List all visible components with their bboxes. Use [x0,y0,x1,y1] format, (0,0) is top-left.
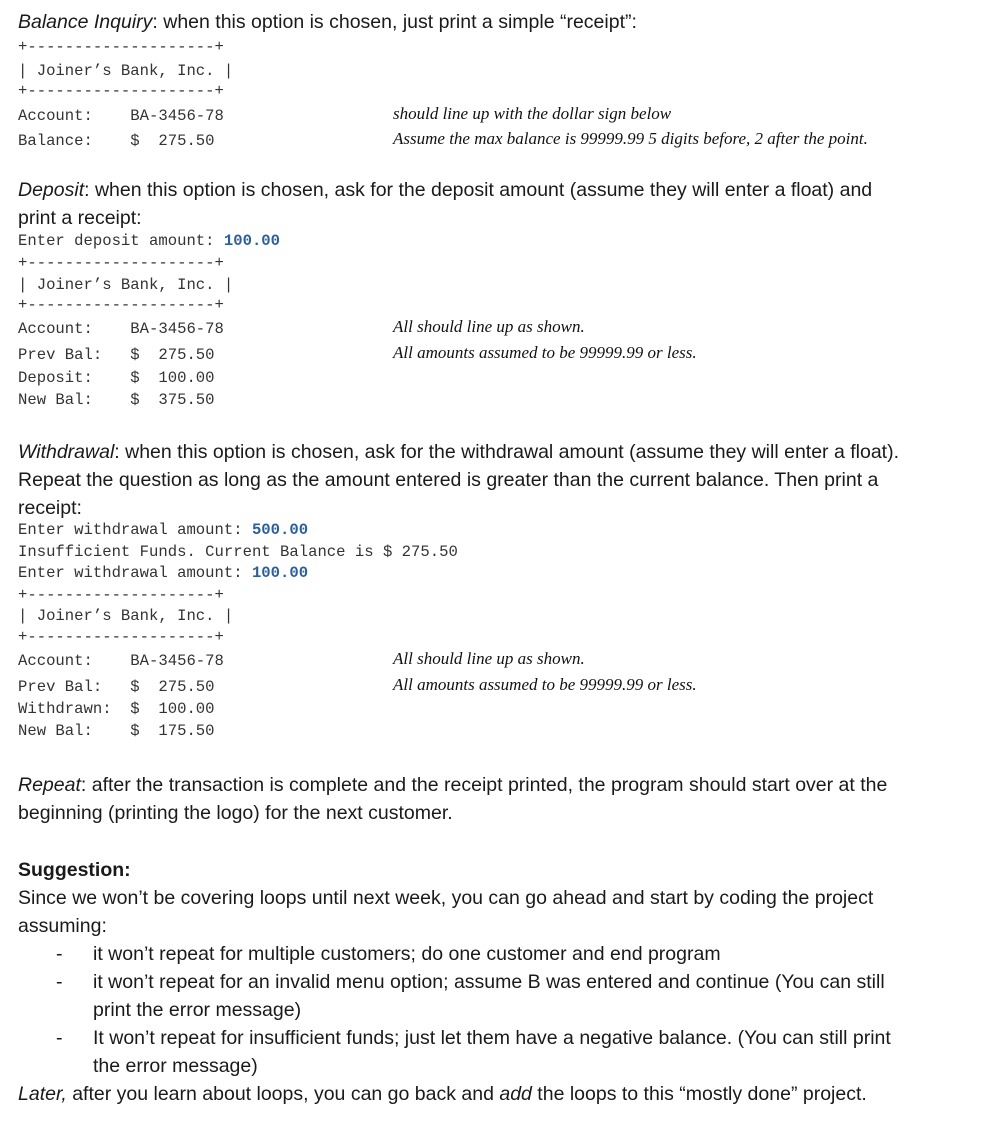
repeat-title: Repeat [18,774,81,796]
bullet-dash: - [56,1027,63,1049]
deposit-desc-2: print a receipt: [18,207,142,229]
withdrawal-input-2: 100.00 [251,564,309,582]
withdrawal-row-withdrawn: Withdrawn: $ 100.00 [18,700,215,718]
withdrawal-desc-3: receipt: [18,497,82,519]
balance-note-2: Assume the max balance is 99999.99 5 digits before, 2 after the point. [393,129,868,148]
balance-title: Balance Inquiry [18,11,153,33]
deposit-input-value: 100.00 [223,232,281,250]
balance-heading [18,8,637,36]
deposit-note-2: All amounts assumed to be 99999.99 or less. [393,343,697,362]
withdrawal-note-2: All amounts assumed to be 99999.99 or less. [393,675,697,694]
balance-note-1: should line up with the dollar sign below [393,104,672,123]
withdrawal-title: Withdrawal [18,441,115,463]
bullet-dash: - [56,943,63,965]
withdrawal-logo-name: | Joiner’s Bank, Inc. | [18,607,234,625]
repeat-desc-2: beginning (printing the logo) for the next customer. [18,802,453,824]
bullet-dash: - [56,971,63,993]
bullet-2-line-2: print the error message) [93,999,302,1021]
balance-logo-name: | Joiner’s Bank, Inc. | [18,62,234,80]
balance-logo-bottom: +--------------------+ [18,82,224,100]
balance-row-balance: Balance: $ 275.50 [18,132,215,150]
deposit-row-account: Account: BA-3456-78 [18,320,224,338]
withdrawal-prompt-2: Enter withdrawal amount: 100.00 [18,564,309,582]
deposit-prompt: Enter deposit amount: 100.00 [18,232,281,250]
withdrawal-logo-bottom: +--------------------+ [18,628,224,646]
withdrawal-heading: Withdrawal: when this option is chosen, ask for the withdrawal amount (assume they will enter a float). [18,441,899,463]
closing-sentence: Later, after you learn about loops, you can go back and add the loops to this “mostly done” project. [18,1083,867,1105]
withdrawal-logo-top: +--------------------+ [18,586,224,604]
deposit-row-deposit: Deposit: $ 100.00 [18,369,215,387]
withdrawal-note-1: All should line up as shown. [393,649,585,668]
bullet-2-line-1: it won’t repeat for an invalid menu option; assume B was entered and continue (You can still [93,971,885,993]
deposit-note-1: All should line up as shown. [393,317,585,336]
withdrawal-row-new: New Bal: $ 175.50 [18,722,215,740]
deposit-heading: Deposit: when this option is chosen, ask for the deposit amount (assume they will enter a float) and [18,179,873,201]
deposit-row-prev: Prev Bal: $ 275.50 [18,346,215,364]
withdrawal-row-prev: Prev Bal: $ 275.50 [18,678,215,696]
repeat-heading: Repeat: after the transaction is complete and the receipt printed, the program should start over at the [18,774,888,796]
deposit-logo-bottom: +--------------------+ [18,296,224,314]
balance-logo-top: +--------------------+ [18,38,224,56]
withdrawal-input-1: 500.00 [251,521,309,539]
bullet-3-line-2: the error message) [93,1055,258,1077]
deposit-title: Deposit [18,179,85,201]
balance-row-account: Account: BA-3456-78 [18,107,224,125]
bullet-1: it won’t repeat for multiple customers; do one customer and end program [93,943,721,965]
deposit-row-new: New Bal: $ 375.50 [18,391,215,409]
withdrawal-prompt-1: Enter withdrawal amount: 500.00 [18,521,309,539]
withdrawal-error: Insufficient Funds. Current Balance is $ 275.50 [18,543,458,561]
deposit-logo-top: +--------------------+ [18,254,224,272]
balance-desc: : when this option is chosen, just print a simple “receipt”: [152,11,637,33]
withdrawal-desc-2: Repeat the question as long as the amount entered is greater than the current balance. Then print a [18,469,879,491]
deposit-logo-name: | Joiner’s Bank, Inc. | [18,276,234,294]
suggestion-title: Suggestion: [18,859,131,881]
suggestion-intro-2: assuming: [18,915,107,937]
bullet-3-line-1: It won’t repeat for insufficient funds; just let them have a negative balance. (You can still print [93,1027,891,1049]
suggestion-intro-1: Since we won’t be covering loops until next week, you can go ahead and start by coding the project [18,887,874,909]
withdrawal-row-account: Account: BA-3456-78 [18,652,224,670]
